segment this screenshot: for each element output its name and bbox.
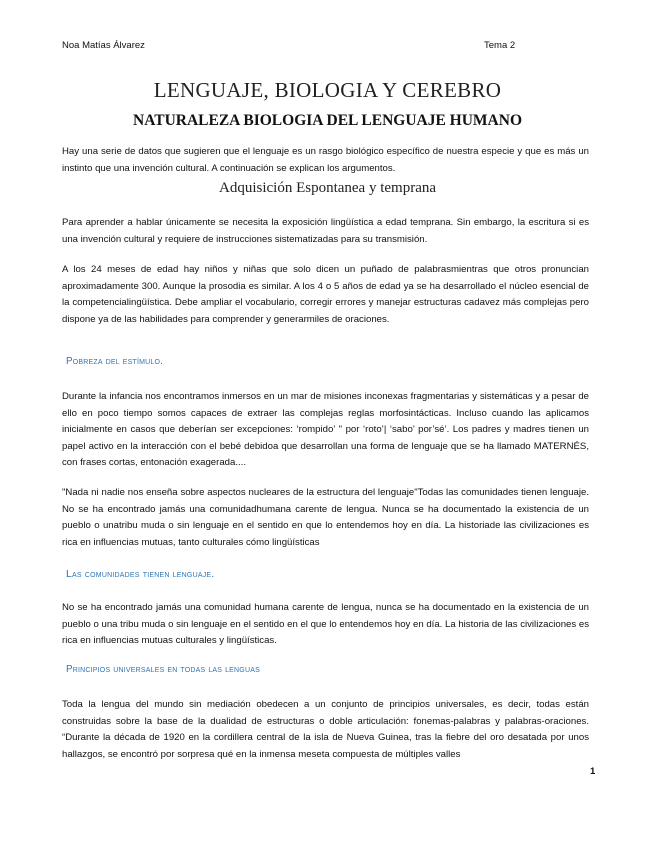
page-number: 1 — [590, 766, 596, 777]
paragraph-5: No se ha encontrado jamás una comunidad humana carente de lengua, nunca se ha documentado en la existencia de un pueblo o una tribu muda o sin lenguaje en el sentido en el que lo entendemos hoy en día. La historia de las civilizaciones es rica en influencias mutuas culturales y lingüísticas. — [62, 602, 589, 647]
intro-paragraph: Hay una serie de datos que sugieren que el lenguaje es un rasgo biológico específico de nuestra especie y que es más un instinto que una invención cultural. A continuación se explican los argumentos. — [62, 146, 589, 174]
heading-pobreza: Pobreza del estímulo. — [66, 356, 164, 367]
header-author: Noa Matías Álvarez — [62, 40, 145, 51]
paragraph-4: "Nada ni nadie nos enseña sobre aspectos nucleares de la estructura del lenguaje"Todas las comunidades tienen lenguaje. No se ha encontrado jamás una comunidadhumana carente de lengua. Nunca se ha documentado la existencia de un pueblo o unatribu muda o sin lenguaje en el sentido en que lo entendemos hoy en día. La historiade las civilizaciones es rica en influencias mutuas, tanto culturales cómo lingüísticas — [62, 487, 589, 548]
header-topic: Tema 2 — [484, 40, 516, 51]
paragraph-6: Toda la lengua del mundo sin mediación obedecen a un conjunto de principios universales, es decir, todas están construidas sobre la base de la dualidad de estructuras o doble articulación: fonemas-palabras y palabras-oraciones. “Durante la década de 1920 en la cordillera central de la isla de Nueva Guinea, tras la fiebre del oro desatada por unos hallazgos, se encontró por sorpresa qué en la inmensa meseta compuesta de múltiples valles — [62, 699, 589, 760]
heading-comunidades: Las comunidades tienen lenguaje. — [66, 568, 215, 580]
document-title: LENGUAJE, BIOLOGIA Y CEREBRO — [153, 78, 502, 102]
paragraph-1: Para aprender a hablar únicamente se necesita la exposición lingüística a edad temprana. Sin embargo, la escritura si es una invención cultural y requiere de instrucciones sistematizadas para su transmisión. — [62, 217, 589, 245]
paragraph-2: A los 24 meses de edad hay niños y niñas que solo dicen un puñado de palabrasmientras que otros pronuncian aproximadamente 300. Aunque la prosodia es similar. A los 4 o 5 años de edad ya se ha desarrollado el núcleo esencial de la competencialingüística. Debe ampliar el vocabulario, corregir errores y manejar estructuras cadavez más complejas pero dispone ya de las habilidades para comprender y generarmiles de oraciones. — [62, 264, 589, 325]
paragraph-3: Durante la infancia nos encontramos inmersos en un mar de misiones inconexas fragmentarias y sistemáticas y a pesar de ello en poco tiempo somos capaces de extraer las complejas reglas morfosintácticas. Incluso cuando las aplicamos inicialmente en casos que deberían ser excepciones: ‘rompido’ " por ‘roto’| ‘sabo’ por’sé’. Los padres y madres tienen un papel activo en la interacción con el bebé debidoa que desarrollan una forma de lenguaje que se ha llamado MATERNÉS, con frases cortas, entonación exagerada.... — [62, 391, 589, 469]
section-title: Adquisición Espontanea y temprana — [218, 180, 437, 196]
document-subtitle: NATURALEZA BIOLOGIA DEL LENGUAJE HUMANO — [133, 112, 522, 129]
heading-principios: Principios universales en todas las lenguas — [66, 664, 260, 675]
